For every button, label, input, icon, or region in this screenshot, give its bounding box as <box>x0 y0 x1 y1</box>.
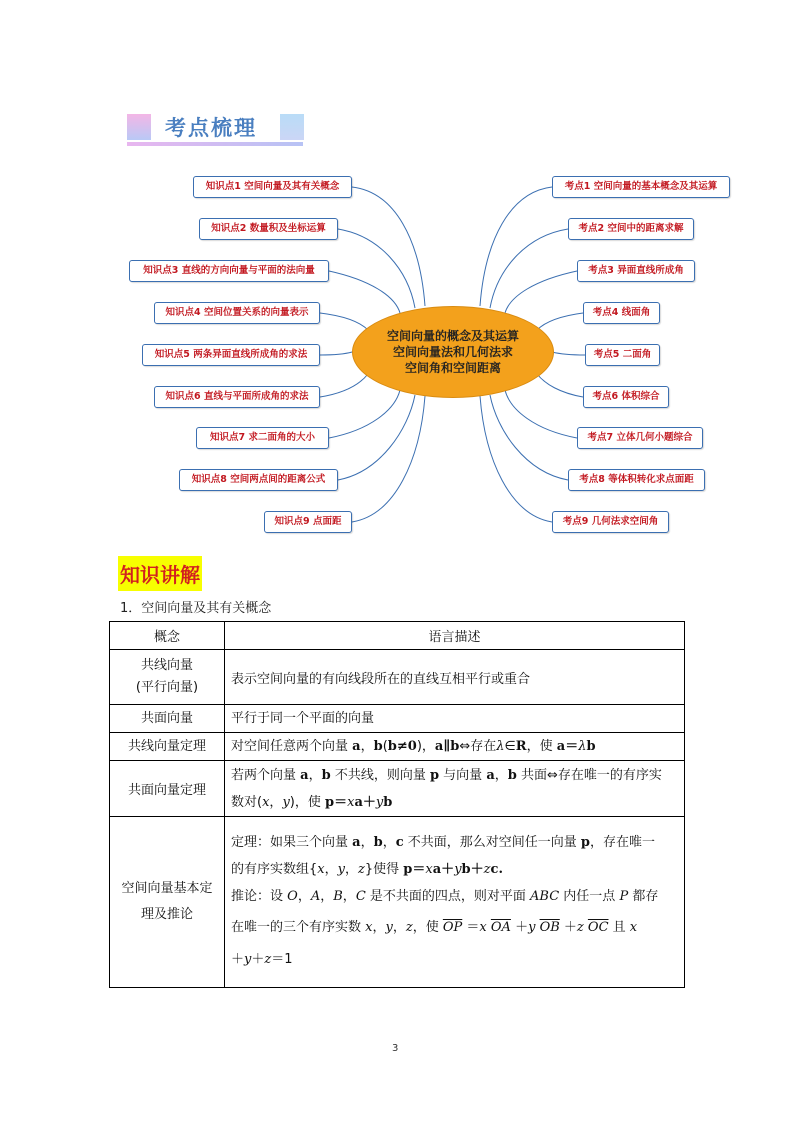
concept-cell <box>110 650 225 705</box>
header-description: 语言描述 <box>225 622 685 650</box>
mindmap-node-knowledge-3: 知识点3 直线的方向向量与平面的法向量 <box>129 260 329 282</box>
header-concept: 概念 <box>110 622 225 650</box>
mindmap-node-exam-5: 考点5 二面角 <box>585 344 660 366</box>
text: 定理：如果三个向量 <box>231 835 353 850</box>
section-title: 知识讲解 <box>118 556 202 591</box>
text: ， <box>320 889 334 904</box>
math-symbol: ＝1 <box>271 952 293 967</box>
page-title: 考点梳理 <box>165 116 257 140</box>
connector-right-8 <box>490 395 568 480</box>
vector-symbol: a <box>300 767 309 783</box>
math-symbol: ＋ <box>231 952 245 967</box>
math-variable: z <box>576 920 588 935</box>
vector-symbol: b <box>387 739 397 754</box>
mindmap-node-exam-2: 考点2 空间中的距离求解 <box>568 218 694 240</box>
math-variable: x <box>347 794 355 810</box>
vector-symbol: p <box>325 794 335 810</box>
text: }使得 <box>364 862 404 877</box>
text: 的有序实数组{ <box>231 862 318 877</box>
text: )，使 <box>289 794 326 810</box>
text: ⇔存在 <box>459 739 497 754</box>
math-symbol: ＋ <box>362 794 376 810</box>
connector-left-5 <box>320 352 352 355</box>
math-variable: O <box>287 889 298 904</box>
mindmap-node-knowledge-7: 知识点7 求二面角的大小 <box>196 427 329 449</box>
vector-OB: $\overline{OB}$ <box>539 920 560 935</box>
math-variable: z <box>358 862 365 877</box>
text: ， <box>308 767 322 783</box>
table-row <box>110 761 685 817</box>
text: ， <box>269 794 283 810</box>
mindmap-node-exam-3: 考点3 异面直线所成角 <box>577 260 695 282</box>
vector-symbol: a <box>354 794 363 810</box>
math-variable: P <box>619 889 629 904</box>
math-symbol: ＝ <box>412 862 426 877</box>
mindmap-node-knowledge-2: 知识点2 数量积及坐标运算 <box>199 218 338 240</box>
connector-right-2 <box>490 229 568 308</box>
table-row <box>110 733 685 761</box>
description-line <box>231 883 678 910</box>
text: 数对( <box>231 794 263 810</box>
vector-symbol: c <box>490 862 499 877</box>
math-symbol: ＝ <box>565 739 579 754</box>
concept-cell: 共线向量定理 <box>110 733 225 761</box>
text: 内任一点 <box>559 889 620 904</box>
connector-right-6 <box>537 374 583 397</box>
page-number: 3 <box>392 1043 399 1054</box>
connector-left-6 <box>320 374 368 397</box>
math-symbol: ∥ <box>443 739 451 754</box>
math-variable: z <box>405 920 413 935</box>
vector-OC: $\overline{OC}$ <box>587 920 609 935</box>
text: 共面⇔存在唯一的有序实 <box>516 767 662 783</box>
description-line <box>231 789 678 816</box>
vector-symbol: a <box>432 862 442 877</box>
table-row <box>110 817 685 988</box>
math-variable: x <box>317 862 325 877</box>
description-cell <box>225 733 685 761</box>
mindmap-node-exam-6: 考点6 体积综合 <box>583 386 669 408</box>
connector-left-3 <box>329 271 400 313</box>
text: 不共面，那么对空间任一向量 <box>403 835 581 850</box>
vector-symbol: a <box>556 739 566 754</box>
math-variable: y <box>454 862 462 877</box>
math-symbol: ＝ <box>462 920 480 935</box>
vector-symbol: b <box>383 794 393 810</box>
text: 且 <box>608 920 630 935</box>
concept-cell: 共面向量 <box>110 705 225 733</box>
connector-right-4 <box>537 313 583 330</box>
vector-symbol: a <box>486 767 495 783</box>
description-line <box>231 856 678 883</box>
connector-right-5 <box>552 352 585 355</box>
math-variable: λ <box>496 739 505 754</box>
math-variable: λ <box>578 739 587 754</box>
concept-line: (平行向量) <box>135 680 199 695</box>
math-variable: z <box>264 952 272 967</box>
math-symbol: . <box>498 862 503 877</box>
text: 是不共面的四点，则对平面 <box>365 889 531 904</box>
concept-cell: 共面向量定理 <box>110 761 225 817</box>
text: ，使 <box>526 739 557 754</box>
vector-OA: $\overline{OA}$ <box>490 920 511 935</box>
math-variable: y <box>385 920 393 935</box>
math-variable: y <box>528 920 540 935</box>
connector-right-3 <box>505 271 577 313</box>
math-variable: x <box>629 920 638 935</box>
math-symbol: ＋ <box>470 862 484 877</box>
vector-symbol: b <box>373 835 383 850</box>
mindmap-node-knowledge-5: 知识点5 两条异面直线所成角的求法 <box>142 344 320 366</box>
mindmap-node-exam-8: 考点8 等体积转化求点面距 <box>568 469 705 491</box>
text: 若两个向量 <box>231 767 301 783</box>
connector-right-7 <box>505 390 577 438</box>
description-cell: 表示空间向量的有向线段所在的直线互相平行或重合 <box>225 650 685 705</box>
text: ( <box>382 739 388 754</box>
math-variable: ABC <box>530 889 560 904</box>
text: ， <box>382 835 396 850</box>
table-row <box>110 650 685 705</box>
center-line-1: 空间向量的概念及其运算 <box>386 329 519 343</box>
vector-symbol: p <box>429 767 440 783</box>
connector-right-9 <box>480 396 552 522</box>
connector-left-8 <box>338 395 415 480</box>
mindmap-node-knowledge-4: 知识点4 空间位置关系的向量表示 <box>154 302 320 324</box>
text: ， <box>494 767 508 783</box>
math-symbol: ＋ <box>510 920 529 935</box>
text: ， <box>297 889 311 904</box>
mindmap-node-knowledge-9: 知识点9 点面距 <box>264 511 352 533</box>
vector-symbol: b <box>321 767 331 783</box>
text: 在唯一的三个有序实数 <box>231 920 366 935</box>
text: ， <box>345 862 359 877</box>
mindmap-node-exam-1: 考点1 空间向量的基本概念及其运算 <box>552 176 730 198</box>
center-line-3: 空间角和空间距离 <box>404 361 501 375</box>
connector-left-2 <box>338 229 415 308</box>
connector-left-1 <box>352 187 425 306</box>
text: ，存在唯一 <box>589 835 655 850</box>
vector-symbol: b <box>461 862 471 877</box>
math-variable: y <box>282 794 290 810</box>
vector-OP: $\overline{OP}$ <box>442 920 463 935</box>
connector-left-4 <box>320 313 368 330</box>
math-variable: B <box>333 889 343 904</box>
text: ， <box>342 889 356 904</box>
description-cell <box>225 817 685 988</box>
math-variable: y <box>337 862 345 877</box>
text: )， <box>416 739 435 754</box>
mindmap-center-topic <box>352 306 554 398</box>
math-symbol: ≠0 <box>396 739 417 754</box>
text: ，使 <box>412 920 443 935</box>
text: 都存 <box>628 889 659 904</box>
vector-symbol: p <box>580 835 590 850</box>
math-variable: x <box>425 862 433 877</box>
concept-line: 理及推论 <box>140 907 193 922</box>
center-line-2: 空间向量法和几何法求 <box>392 345 513 359</box>
text: ， <box>392 920 406 935</box>
connector-left-7 <box>329 390 400 438</box>
text: ， <box>324 862 338 877</box>
description-line <box>231 910 678 946</box>
connector-left-9 <box>352 396 425 522</box>
text: ， <box>372 920 386 935</box>
vector-symbol: b <box>373 739 383 754</box>
mindmap-node-exam-4: 考点4 线面角 <box>583 302 660 324</box>
mindmap-node-exam-9: 考点9 几何法求空间角 <box>552 511 669 533</box>
vector-symbol: b <box>450 739 460 754</box>
connector-right-1 <box>480 187 552 306</box>
concepts-table <box>109 621 685 988</box>
vector-symbol: a <box>352 739 361 754</box>
vector-symbol: a <box>434 739 444 754</box>
text: ， <box>360 739 374 754</box>
vector-symbol: p <box>403 862 413 877</box>
mindmap-node-knowledge-8: 知识点8 空间两点间的距离公式 <box>179 469 338 491</box>
text: 推论：设 <box>231 889 288 904</box>
math-variable: y <box>244 952 252 967</box>
description-line <box>231 946 678 973</box>
mindmap-node-knowledge-1: 知识点1 空间向量及其有关概念 <box>193 176 352 198</box>
table-header-row <box>110 622 685 650</box>
math-symbol: ∈ <box>504 739 516 754</box>
text: ， <box>360 835 374 850</box>
description-cell <box>225 761 685 817</box>
math-variable: y <box>375 794 384 810</box>
math-variable: C <box>355 889 366 904</box>
vector-symbol: c <box>395 835 404 850</box>
mindmap-node-exam-7: 考点7 立体几何小题综合 <box>577 427 703 449</box>
math-symbol: ＝ <box>334 794 348 810</box>
table-row <box>110 705 685 733</box>
math-variable: A <box>310 889 321 904</box>
description-line <box>231 829 678 856</box>
math-symbol: R <box>515 739 527 754</box>
math-variable: x <box>365 920 373 935</box>
math-symbol: ＋ <box>559 920 577 935</box>
concept-line: 共线向量 <box>140 658 193 673</box>
concept-line: 空间向量基本定 <box>121 881 213 896</box>
math-variable: z <box>483 862 491 877</box>
description-line <box>231 762 678 789</box>
math-variable: x <box>262 794 270 810</box>
math-symbol: ＋ <box>251 952 265 967</box>
text: 不共线，则向量 <box>330 767 430 783</box>
description-cell: 平行于同一个平面的向量 <box>225 705 685 733</box>
vector-symbol: b <box>507 767 517 783</box>
mindmap-node-knowledge-6: 知识点6 直线与平面所成角的求法 <box>154 386 320 408</box>
subsection-heading: 1．空间向量及其有关概念 <box>120 601 272 616</box>
vector-symbol: a <box>352 835 361 850</box>
text: 对空间任意两个向量 <box>231 739 353 754</box>
math-symbol: ＋ <box>441 862 455 877</box>
concept-cell <box>110 817 225 988</box>
text: 与向量 <box>439 767 487 783</box>
vector-symbol: b <box>586 739 596 754</box>
math-variable: x <box>479 920 491 935</box>
